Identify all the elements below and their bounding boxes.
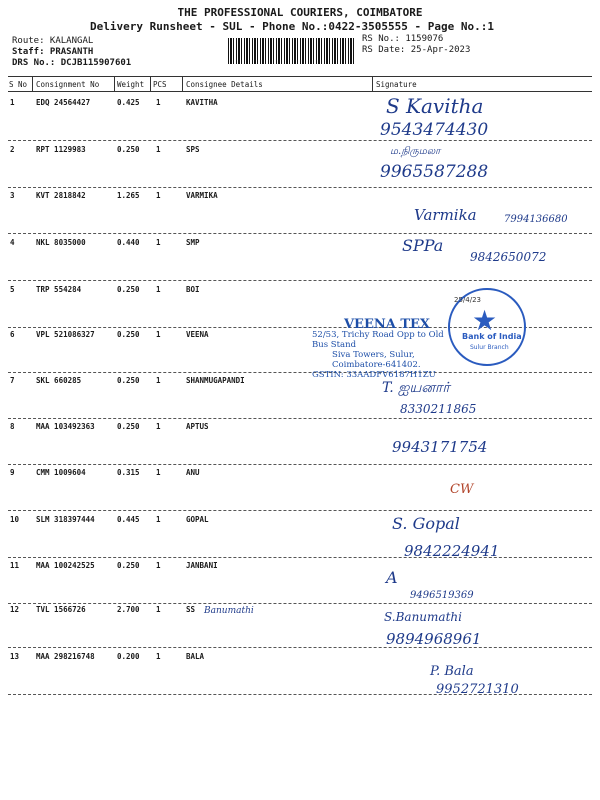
rs-number: RS No.: 1159076 [362,34,444,44]
cell-cn: TVL 1566726 [36,605,86,614]
barcode-icon [228,38,356,64]
cell-cn: RPT 1129983 [36,145,86,154]
cell-weight: 2.700 [117,605,140,614]
signature-row4: SPPa [402,236,444,255]
cell-sno: 5 [10,285,15,294]
cell-weight: 0.250 [117,561,140,570]
cell-weight: 0.425 [117,98,140,107]
cell-cn: SKL 660285 [36,376,82,385]
cell-sno: 3 [10,191,15,200]
row-separator [8,603,592,604]
phone-row8: 9943171754 [392,438,488,456]
cell-sno: 7 [10,376,15,385]
cell-weight: 0.250 [117,376,140,385]
column-divider [114,76,115,92]
phone-row11: 9496519369 [410,590,474,601]
row-separator [8,233,592,234]
cell-pcs: 1 [156,376,161,385]
cell-consignee: JANBANI [186,561,218,570]
cell-sno: 6 [10,330,15,339]
column-divider [150,76,151,92]
signature-row13: P. Bala [430,664,474,679]
cell-weight: 0.250 [117,285,140,294]
cell-weight: 0.445 [117,515,140,524]
mark-row9: CW [450,482,474,497]
seal-date: 25/4/23 [454,296,481,304]
cell-consignee: VEENA [186,330,209,339]
cell-weight: 0.200 [117,652,140,661]
phone-row2: 9965587288 [380,162,489,182]
row-separator [8,647,592,648]
seal-branch: Sulur Branch [470,344,509,351]
cell-sno: 4 [10,238,15,247]
cell-sno: 1 [10,98,15,107]
cell-sno: 12 [10,605,20,614]
signature-row7: T. ஐயனார் [382,380,450,396]
column-header-consignee: Consignee Details [186,80,263,89]
company-stamp [312,317,462,380]
cell-consignee: SMP [186,238,200,247]
signature-row3: Varmika [414,206,477,224]
cell-weight: 0.315 [117,468,140,477]
cell-weight: 0.440 [117,238,140,247]
column-divider [32,76,33,92]
row-separator [8,280,592,281]
drs-number: DRS No.: DCJB115907601 [12,58,132,68]
column-header-sno: S No [9,80,28,89]
cell-consignee: SS [186,605,196,614]
cell-consignee: KAVITHA [186,98,218,107]
cell-pcs: 1 [156,285,161,294]
cell-consignee: SPS [186,145,200,154]
phone-row1: 9543474430 [380,120,489,140]
phone-row3: 7994136680 [504,214,568,225]
cell-cn: NKL 8035000 [36,238,86,247]
stamp-address-line: Siva Towers, Sulur, [332,350,415,360]
cell-pcs: 1 [156,561,161,570]
cell-cn: TRP 554284 [36,285,82,294]
cell-sno: 2 [10,145,15,154]
cell-cn: VPL 521086327 [36,330,95,339]
cell-pcs: 1 [156,191,161,200]
cell-weight: 0.250 [117,422,140,431]
signature-row10: S. Gopal [392,514,460,533]
runsheet-meta-left [12,36,131,69]
phone-row13: 9952721310 [436,682,519,697]
column-divider [182,76,183,92]
signature-row1: S Kavitha [386,94,484,118]
stamp-company-name: VEENA TEX [343,317,431,332]
cell-pcs: 1 [156,605,161,614]
document-subtitle: Delivery Runsheet - SUL - Phone No.:0422-3505555 - Page No.:1 [90,20,494,33]
cell-consignee: BOI [186,285,200,294]
cell-pcs: 1 [156,145,161,154]
row-separator [8,557,592,558]
phone-row12: 9894968961 [386,630,482,648]
cell-weight: 0.250 [117,145,140,154]
cell-consignee: VARMIKA [186,191,218,200]
cell-weight: 1.265 [117,191,140,200]
runsheet-meta-right [362,34,470,56]
staff-label: Staff: PRASANTH [12,47,94,57]
row-separator [8,187,592,188]
table-top-border [8,76,592,77]
cell-sno: 10 [10,515,20,524]
column-divider [372,76,373,92]
row-separator [8,510,592,511]
cell-pcs: 1 [156,98,161,107]
cell-weight: 0.250 [117,330,140,339]
row-separator [8,140,592,141]
bank-seal [448,288,526,366]
seal-bank-name: Bank of India [462,332,522,341]
cell-cn: MAA 100242525 [36,561,95,570]
cell-pcs: 1 [156,238,161,247]
cell-pcs: 1 [156,652,161,661]
stamp-address-line: Coimbatore-641402. [332,360,421,370]
cell-pcs: 1 [156,422,161,431]
cell-cn: MAA 298216748 [36,652,95,661]
cell-consignee: BALA [186,652,205,661]
cell-pcs: 1 [156,330,161,339]
cell-cn: MAA 103492363 [36,422,95,431]
inline-name-row12: Banumathi [204,606,254,616]
cell-consignee: ANU [186,468,200,477]
cell-consignee: APTUS [186,422,209,431]
cell-pcs: 1 [156,515,161,524]
table-header-border [8,91,592,92]
cell-cn: SLM 318397444 [36,515,95,524]
cell-sno: 11 [10,561,20,570]
row-separator [8,464,592,465]
row-separator [8,418,592,419]
column-header-signature: Signature [376,80,417,89]
cell-pcs: 1 [156,468,161,477]
cell-sno: 13 [10,652,20,661]
phone-row7: 8330211865 [400,402,477,416]
phone-row4: 9842650072 [470,250,547,264]
signature-row12: S.Banumathi [384,610,462,624]
cell-sno: 9 [10,468,15,477]
route-label: Route: KALANGAL [12,36,94,46]
document-title: THE PROFESSIONAL COURIERS, COIMBATORE [177,6,423,19]
cell-cn: KVT 2818842 [36,191,86,200]
stamp-address-line: 52/53, Trichy Road Opp to Old Bus Stand [312,330,444,350]
phone-row10: 9842224941 [404,542,500,560]
cell-consignee: SHANMUGAPANDI [186,376,245,385]
cell-sno: 8 [10,422,15,431]
cell-cn: EDQ 24564427 [36,98,91,107]
signature-row2: ம.நிருமலா [390,146,441,157]
cell-cn: CMM 1009604 [36,468,86,477]
star-icon: ★ [472,304,498,337]
column-header-consignment: Consignment No [36,80,100,89]
row-separator [8,372,592,373]
cell-consignee: GOPAL [186,515,209,524]
column-header-pcs: PCS [153,80,167,89]
rs-date: RS Date: 25-Apr-2023 [362,45,471,55]
stamp-gstin: GSTIN: 33AADFV6187H1ZU [312,370,436,380]
column-header-weight: Weight [117,80,145,89]
signature-row11: A [386,568,398,587]
